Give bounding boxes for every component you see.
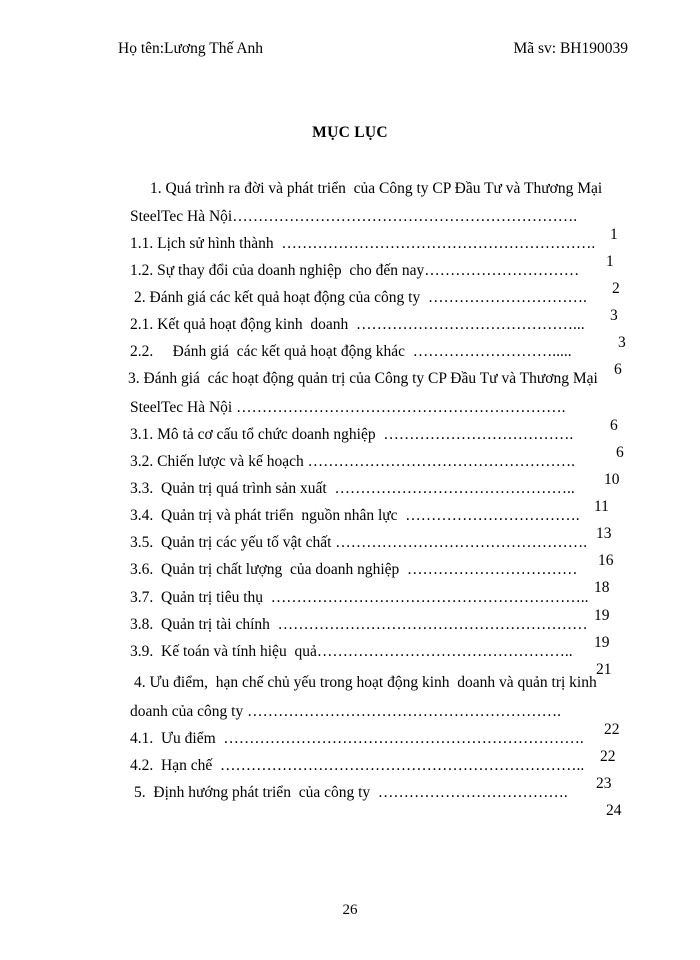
toc-entry-3-5[interactable]: 3.5. Quản trị các yếu tố vật chất …………………………………………. 16 <box>130 534 614 569</box>
toc-page-number: 22 <box>604 721 620 738</box>
toc-entry-3-8[interactable]: 3.8. Quản trị tài chính …………………………………………………… 19 <box>130 616 610 651</box>
toc-page-number: 3 <box>610 307 618 324</box>
toc-entry-3-3[interactable]: 3.3. Quản trị quá trình sản xuất ……………………………………….. 11 <box>130 480 609 515</box>
toc-entry-2[interactable]: 2. Đánh giá các kết quả hoạt động của công ty …………………………. 3 <box>134 289 618 324</box>
toc-page-number: 24 <box>606 802 622 819</box>
toc-page-number: 6 <box>614 361 622 378</box>
toc-entry-1-cont[interactable]: SteelTec Hà Nội…………………………………………………………. 1 <box>130 208 618 243</box>
toc-page-number: 11 <box>594 498 609 515</box>
toc-page-number: 16 <box>598 552 614 569</box>
toc-page-number: 23 <box>596 775 612 792</box>
toc-entry-3-2[interactable]: 3.2. Chiến lược và kế hoạch ……………………………………………. 10 <box>130 453 620 488</box>
toc-page-number: 1 <box>610 226 618 243</box>
header-student-name: Họ tên:Lương Thế Anh <box>118 40 264 57</box>
toc-entry-3[interactable]: 3. Đánh giá các hoạt động quản trị của Công ty CP Đầu Tư và Thương Mại <box>128 370 598 387</box>
toc-page-number: 6 <box>616 444 624 461</box>
toc-entry-3-cont[interactable]: SteelTec Hà Nội ………………………………………………………. 6 <box>130 399 618 434</box>
toc-page-number: 10 <box>604 471 620 488</box>
toc-page-number: 3 <box>618 334 626 351</box>
toc-entry-4-2[interactable]: 4.2. Hạn chế …………………………………………………………….. 23 <box>130 757 612 792</box>
header-student-id: Mã sv: BH190039 <box>513 40 628 57</box>
toc-page-number: 19 <box>594 634 610 651</box>
toc-entry-2-2[interactable]: 2.2. Đánh giá các kết quả hoạt động khác ………………………..... 6 <box>130 343 622 378</box>
toc-entry-3-4[interactable]: 3.4. Quản trị và phát triển nguồn nhân lực ……………………………. 13 <box>130 507 612 542</box>
toc-page-number: 13 <box>596 525 612 542</box>
toc-page-number: 19 <box>594 607 610 624</box>
toc-entry-3-6[interactable]: 3.6. Quản trị chất lượng của doanh nghiệp …………………………… 18 <box>130 561 610 596</box>
toc-page-number: 6 <box>610 417 618 434</box>
toc-entry-4-1[interactable]: 4.1. Ưu điểm ……………………………………………………………. 22 <box>130 730 616 765</box>
toc-entry-3-7[interactable]: 3.7. Quản trị tiêu thụ …………………………………………………….. 19 <box>130 589 610 624</box>
toc-entry-5[interactable]: 5. Định hướng phát triển của công ty ………………………………. 24 <box>134 784 622 819</box>
toc-title: MỤC LỤC <box>312 124 388 141</box>
toc-entry-4[interactable]: 4. Ưu điểm, hạn chế chủ yếu trong hoạt động kinh doanh và quản trị kinh <box>134 674 597 691</box>
toc-page-number: 18 <box>594 579 610 596</box>
toc-page-number: 21 <box>596 661 612 678</box>
toc-entry-1-1[interactable]: 1.1. Lịch sử hình thành ……………………………………………………. 1 <box>130 235 614 270</box>
toc-entry-3-9[interactable]: 3.9. Kế toán và tính hiệu quả………………………………………….. 21 <box>130 643 612 678</box>
toc-entry-1[interactable]: 1. Quá trình ra đời và phát triển của Công ty CP Đầu Tư và Thương Mại <box>150 180 603 197</box>
page-number: 26 <box>342 902 358 918</box>
toc-entry-1-2[interactable]: 1.2. Sự thay đổi của doanh nghiệp cho đến nay………………………… 2 <box>130 262 620 297</box>
toc-page-number: 22 <box>600 748 616 765</box>
toc-entry-2-1[interactable]: 2.1. Kết quả hoạt động kinh doanh ……………………………………... 3 <box>130 316 626 351</box>
toc-entry-4-cont[interactable]: doanh của công ty ……………………………………………………. 22 <box>130 703 620 738</box>
toc-entry-3-1[interactable]: 3.1. Mô tả cơ cấu tổ chức doanh nghiệp ………………………………. 6 <box>130 426 624 461</box>
toc-page-number: 1 <box>606 253 614 270</box>
toc-page-number: 2 <box>612 280 620 297</box>
